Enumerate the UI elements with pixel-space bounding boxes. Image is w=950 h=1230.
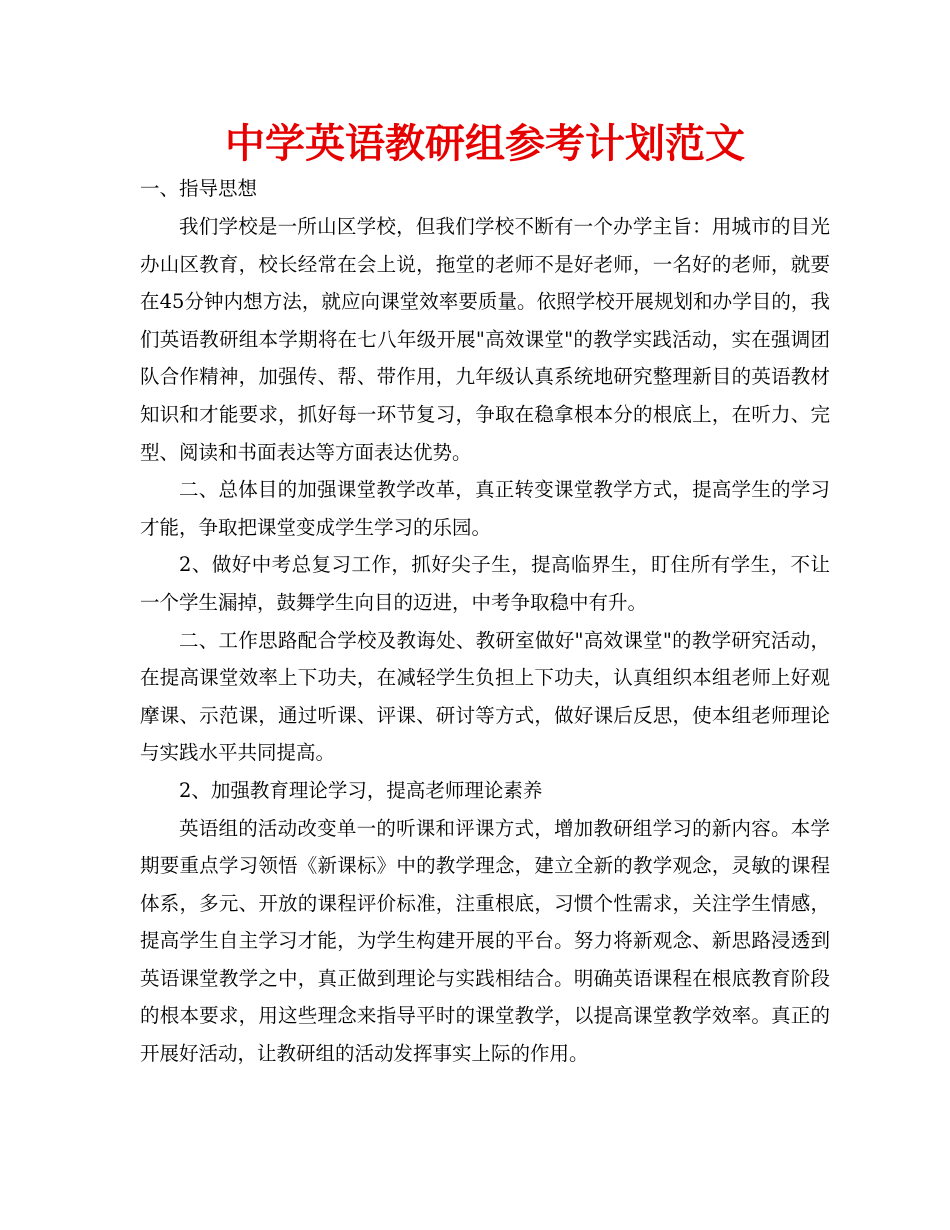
- section-heading-guiding-thought: 一、指导思想: [140, 177, 258, 200]
- document-title: 中学英语教研组参考计划范文: [225, 121, 745, 167]
- paragraph-english-group-activities: 英语组的活动改变单一的听课和评课方式，增加教研组学习的新内容。本学期要重点学习领悟《新课标》中的教学理念，建立全新的教学观念，灵敏的课程体系，多元、开放的课程评价标准，注重根底，习惯个性需求，关注学生情感，提高学生自主学习才能，为学生构建开展的平台。努力将新观念、新思路浸透到英语课堂教学之中，真正做到理论与实践相结合。明确英语课程在根底教育阶段的根本要求，用这些理念来指导平时的课堂教学，以提高课堂教学效率。真正的开展好活动，让教研组的活动发挥事实上际的作用。: [140, 816, 830, 1066]
- paragraph-work-approach: 二、工作思路配合学校及教诲处、教研室做好"高效课堂"的教学研究活动，在提高课堂效率上下功夫，在减轻学生负担上下功夫，认真组织本组老师上好观摩课、示范课，通过听课、评课、研讨等方式，做好课后反思，使本组老师理论与实践水平共同提高。: [140, 628, 830, 765]
- paragraph-overall-goal: 二、总体目的加强课堂教学改革，真正转变课堂教学方式，提高学生的学习才能，争取把课堂变成学生学习的乐园。: [140, 478, 830, 539]
- paragraph-school-background: 我们学校是一所山区学校，但我们学校不断有一个办学主旨：用城市的目光办山区教育，校长经常在会上说，拖堂的老师不是好老师，一名好的老师，就要在45分钟内想方法，就应向课堂效率要质量。依照学校开展规划和办学目的，我们英语教研组本学期将在七八年级开展"高效课堂"的教学实践活动，实在强调团队合作精神，加强传、帮、带作用，九年级认真系统地研究整理新目的英语教材知识和才能要求，抓好每一环节复习，争取在稳拿根本分的根底上，在听力、完型、阅读和书面表达等方面表达优势。: [140, 215, 830, 464]
- paragraph-exam-review: 2、做好中考总复习工作，抓好尖子生，提高临界生，盯住所有学生，不让一个学生漏掉，鼓舞学生向目的迈进，中考争取稳中有升。: [140, 553, 830, 614]
- document-page: [140, 118, 830, 1073]
- paragraph-theory-study-heading: 2、加强教育理论学习，提高老师理论素养: [179, 778, 543, 802]
